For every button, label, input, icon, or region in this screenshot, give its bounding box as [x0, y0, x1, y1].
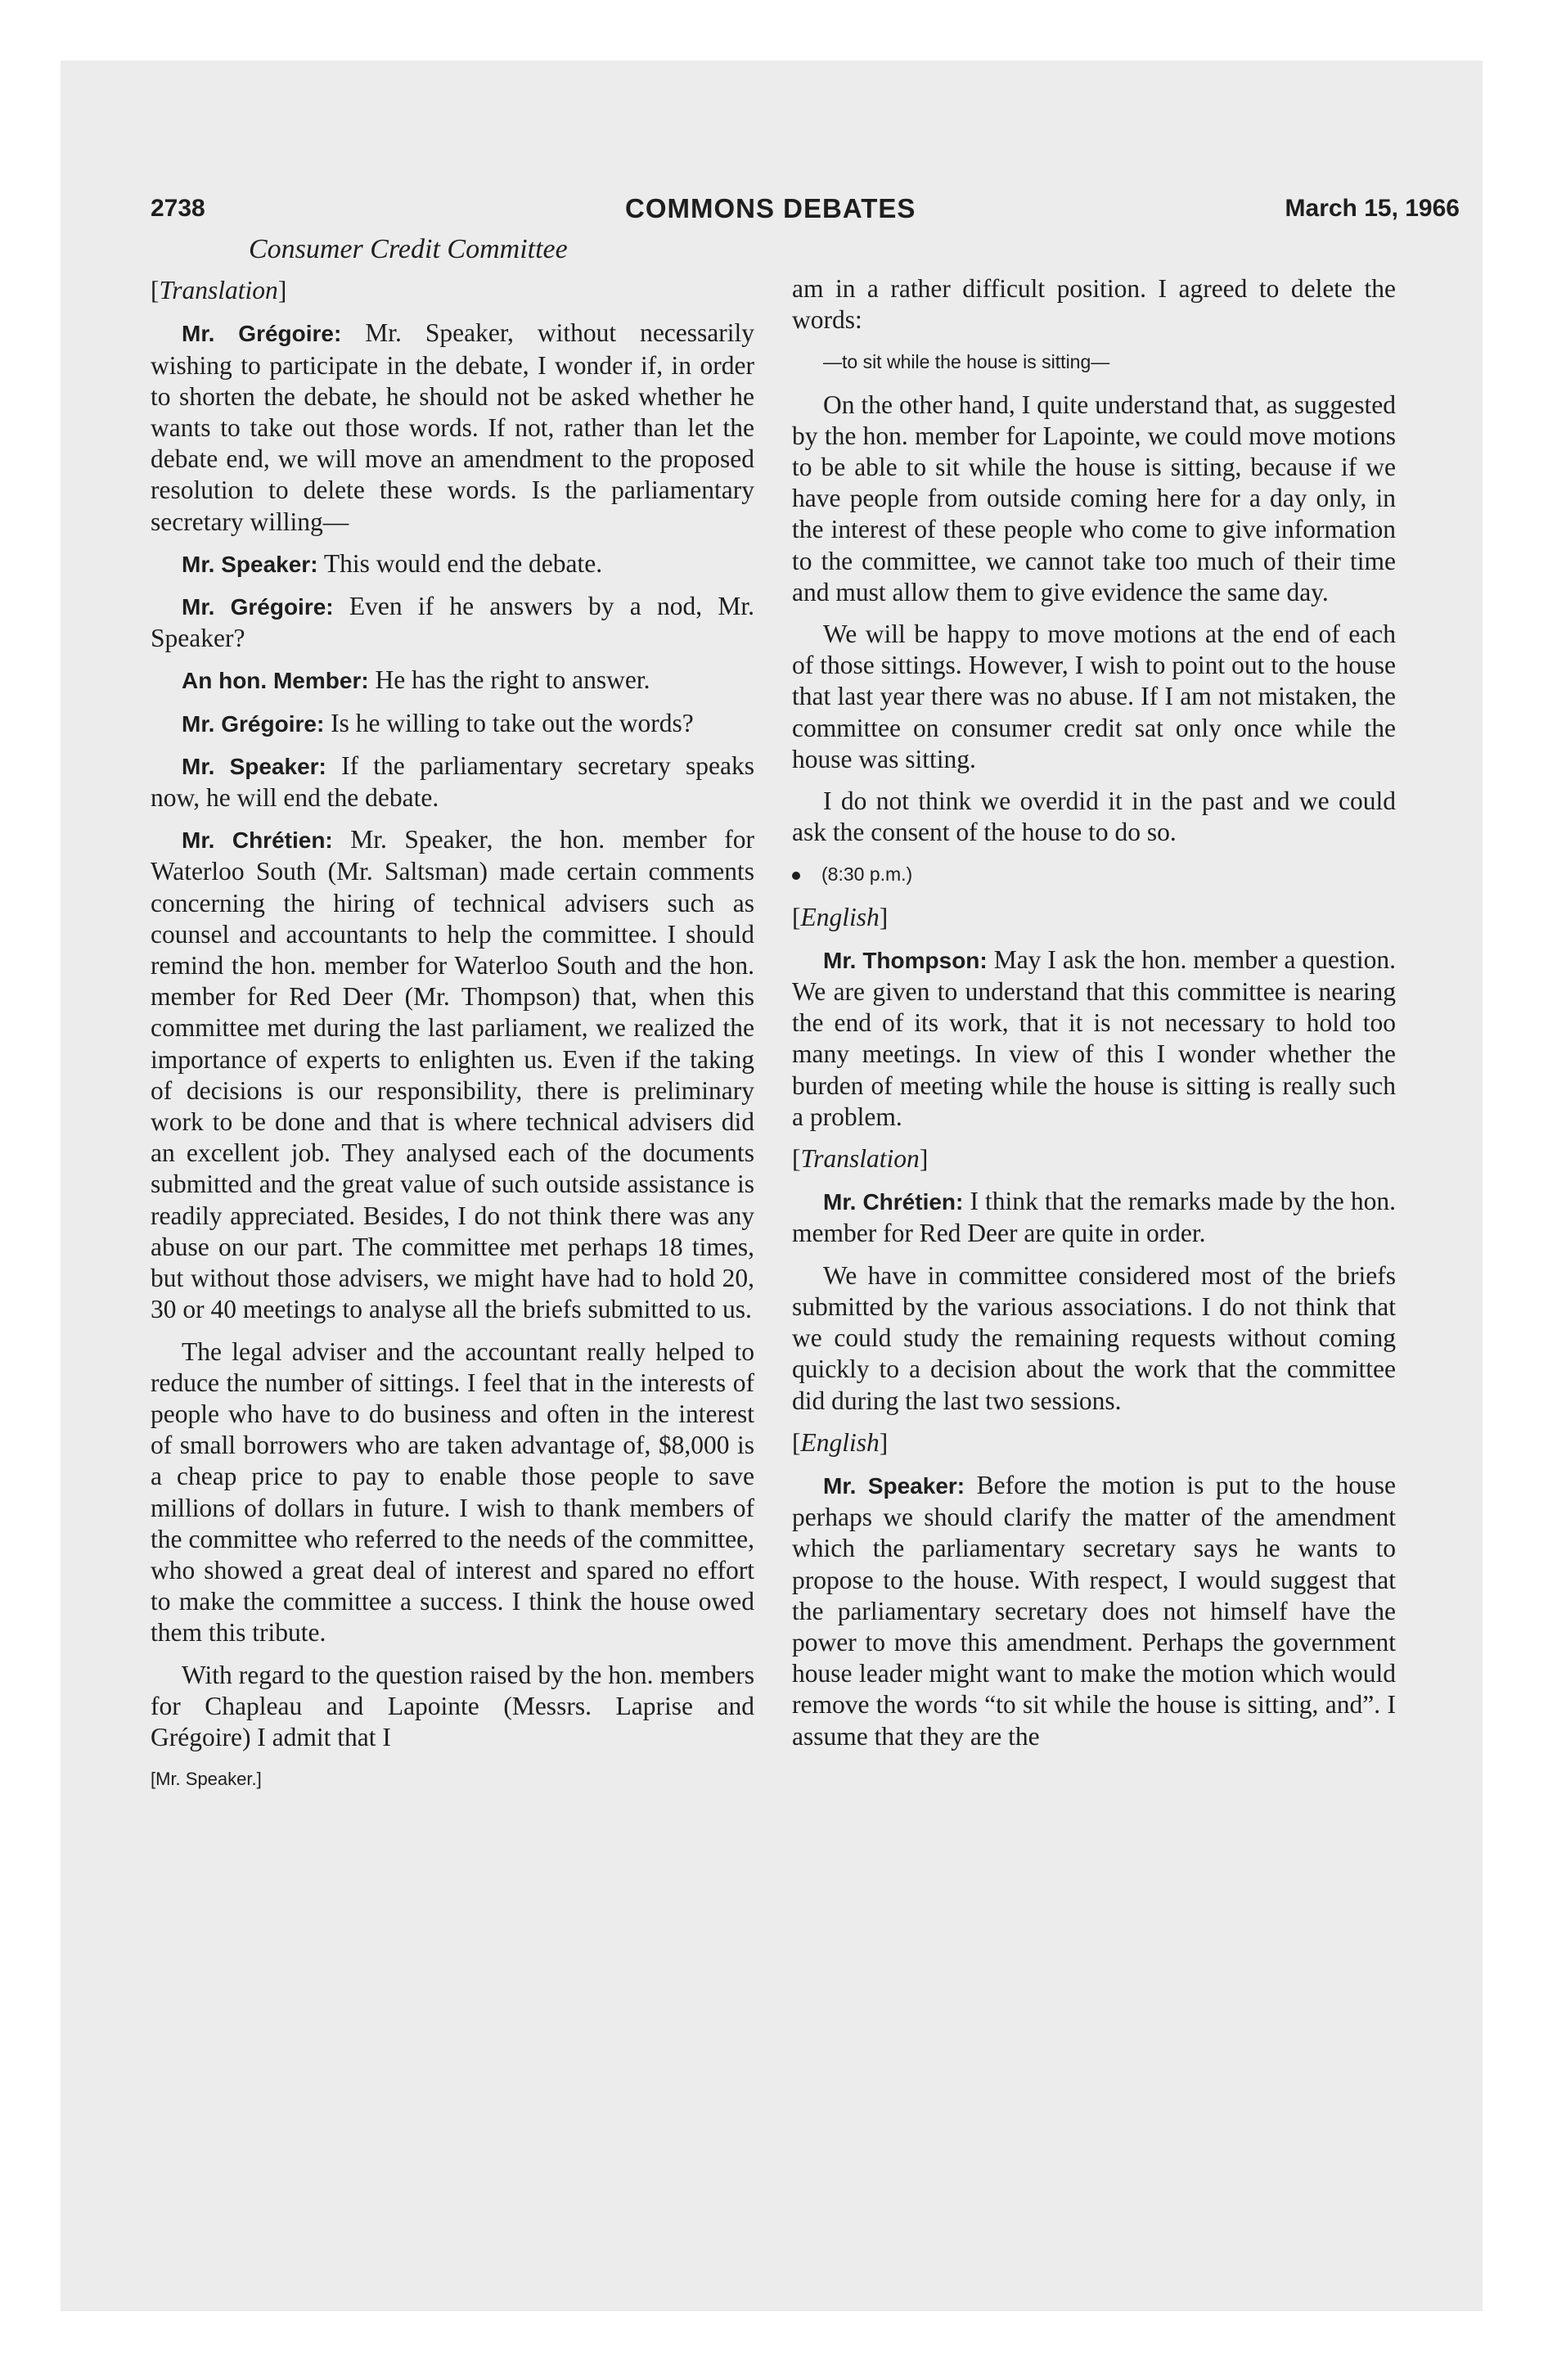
- speaker-name: Mr. Chrétien:: [823, 1189, 964, 1215]
- document-page: [151, 193, 1460, 2157]
- speaker-name: Mr. Grégoire:: [182, 710, 325, 737]
- speaker-name: Mr. Grégoire:: [182, 321, 342, 347]
- english-tag: [English]: [792, 1427, 889, 1457]
- body-paragraph: With regard to the question raised by the hon. members for Chapleau and Lapointe (Messrs. Laprise and Grégoire) I admit that I: [151, 1660, 754, 1751]
- speech-text: May I ask the hon. member a question. We are given to understand that this committee is nearing the end of its work, that it is not necessary to hold too many meetings. In view of this I wonder whether the burden of meeting while the house is sitting is really such a problem.: [792, 944, 1396, 1131]
- speech-paragraph: [151, 548, 754, 580]
- speech-paragraph: [792, 1470, 1396, 1752]
- body-paragraph: am in a rather difficult position. I agreed to delete the words:: [792, 274, 1396, 335]
- speech-paragraph: [151, 318, 754, 537]
- page-date: March 15, 1966: [1285, 195, 1460, 222]
- speech-text: Before the motion is put to the house perhaps we should clarify the matter of the amendment which the parliamentary secretary says he wants to propose to the house. With respect, I would suggest that the parliamentary secretary does not himself have the power to move this amendment. Perhaps the government house leader might want to make the motion which would remove the words “to sit while the house is sitting, and”. I assume that they are the: [792, 1470, 1396, 1751]
- speech-paragraph: [151, 591, 754, 654]
- translation-tag-label: Translation: [159, 276, 278, 305]
- speech-text: He has the right to answer.: [368, 665, 650, 695]
- time-stamp-text: (8:30 p.m.): [821, 863, 913, 886]
- left-column: [151, 234, 754, 1795]
- speech-paragraph: [792, 1186, 1396, 1249]
- translation-tag: [Translation]: [792, 1144, 929, 1174]
- speech-paragraph: [151, 708, 754, 740]
- bullet-icon: [792, 872, 800, 880]
- right-column: [792, 273, 1396, 1763]
- speaker-name: Mr. Chrétien:: [182, 827, 333, 854]
- speech-text: Is he willing to take out the words?: [324, 708, 694, 737]
- translation-tag-label: Translation: [800, 1144, 920, 1174]
- body-paragraph: I do not think we overdid it in the past and we could ask the consent of the house to do so.: [792, 787, 1396, 847]
- speech-paragraph: [792, 944, 1396, 1133]
- english-tag-label: English: [800, 902, 880, 931]
- english-tag-label: English: [800, 1427, 880, 1457]
- continuation-marker: [Mr. Speaker.]: [151, 1769, 262, 1790]
- speech-text: This would end the debate.: [317, 548, 603, 578]
- speech-text: Mr. Speaker, without necessarily wishing to participate in the debate, I wonder if, in order to shorten the debate, he should not be asked whether he wants to take out those words. If not, rather than let the debate end, we will move an amendment to the proposed resolution to delete these words. Is the parliamentary secretary willing—: [151, 318, 755, 536]
- speech-paragraph: [151, 824, 754, 1325]
- speaker-name: Mr. Grégoire:: [182, 594, 334, 620]
- speech-text: I think that the remarks made by the hon. member for Red Deer are quite in order.: [792, 1187, 1396, 1248]
- translation-tag: [Translation]: [151, 276, 287, 305]
- speaker-name: Mr. Speaker:: [823, 1472, 965, 1499]
- english-tag: [English]: [792, 902, 889, 931]
- body-paragraph: We have in committee considered most of the briefs submitted by the various associations. I do not think that we could study the remaining requests without coming quickly to a decision about the work that the committee did during the last two sessions.: [792, 1260, 1396, 1415]
- speech-text: Even if he answers by a nod, Mr. Speaker?: [151, 592, 755, 653]
- page-header: [151, 193, 1460, 228]
- speech-paragraph: [151, 665, 754, 696]
- speech-paragraph: [151, 751, 754, 814]
- speaker-name: An hon. Member:: [182, 668, 369, 694]
- page-number: 2738: [151, 195, 205, 222]
- speech-text: Mr. Speaker, the hon. member for Waterloo South (Mr. Saltsman) made certain comments concerning the hiring of technical advisers such as counsel and accountants to help the committee. I should remind the hon. member for Waterloo South and the hon. member for Red Deer (Mr. Thompson) that, when this committee met during the last parliament, we realized the importance of experts to enlighten us. Even if the taking of decisions is our responsibility, there is preliminary work to be done and that is where technical advisers did an excellent job. They analysed each of the documents submitted and the great value of such outside assistance is readily appreciated. Besides, I do not think there was any abuse on our part. The committee met perhaps 18 times, but without those advisers, we might have had to hold 20, 30 or 40 meetings to analyse all the briefs submitted to us.: [151, 825, 754, 1324]
- time-stamp: [792, 859, 1396, 890]
- speech-text: If the parliamentary secretary speaks now, he will end the debate.: [151, 751, 754, 813]
- body-paragraph: On the other hand, I quite understand that, as suggested by the hon. member for Lapointe, we could move motions to be able to sit while the house is sitting, because if we have people from outside coming here for a day only, in the interest of these people who come to give information to the committee, we cannot take too much of their time and must allow them to give evidence the same day.: [792, 390, 1396, 606]
- section-subhead: Consumer Credit Committee: [249, 234, 568, 264]
- body-paragraph: We will be happy to move motions at the end of each of those sittings. However, I wish to point out to the house that last year there was no abuse. If I am not mistaken, the committee on consumer credit sat only once while the house was sitting.: [792, 620, 1396, 773]
- quoted-words: —to sit while the house is sitting—: [823, 351, 1110, 373]
- speaker-name: Mr. Thompson:: [823, 947, 988, 973]
- speaker-name: Mr. Speaker:: [182, 551, 318, 577]
- publication-title: COMMONS DEBATES: [625, 193, 916, 223]
- body-paragraph: The legal adviser and the accountant really helped to reduce the number of sittings. I feel that in the interests of people who have to do business and often in the interest of small borrowers who are taken advantage of, $8,000 is a cheap price to pay to enable those people to save millions of dollars in future. I wish to thank members of the committee who referred to the needs of the committee, who showed a great deal of interest and spared no effort to make the committee a success. I think the house owed them this tribute.: [151, 1336, 754, 1648]
- speaker-name: Mr. Speaker:: [182, 753, 326, 779]
